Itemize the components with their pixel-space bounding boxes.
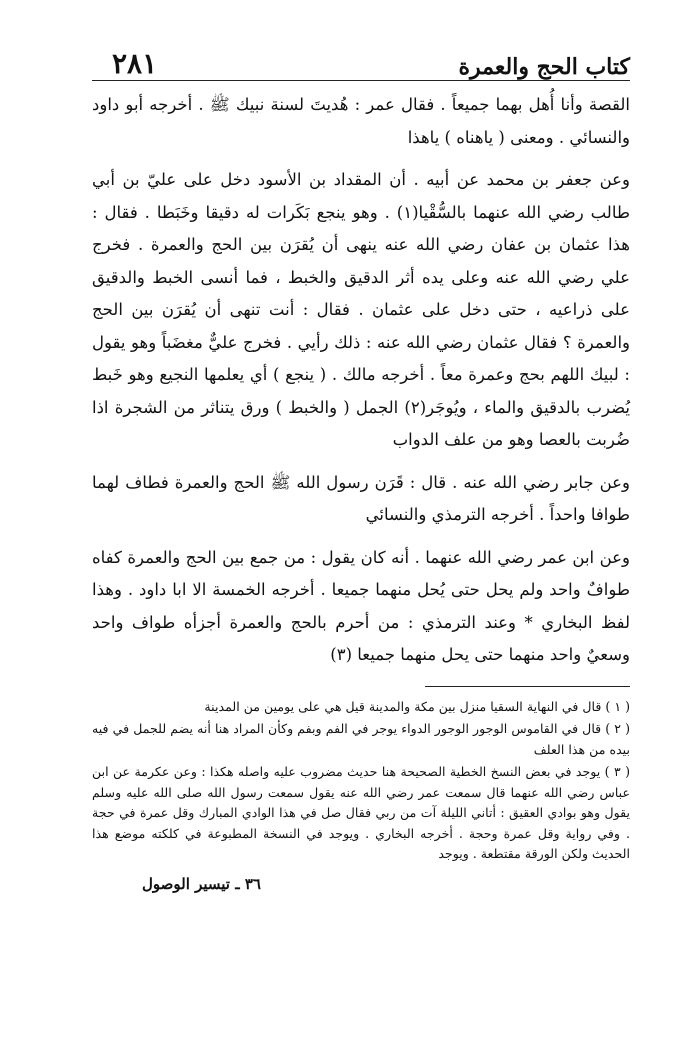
page-header [92,30,630,81]
paragraph: القصة وأنا أُهل بهما جميعاً . فقال عمر : هُديتَ لسنة نبيك ﷺ . أخرجه أبو داود والنسائي . ومعنى ( ياهناه ) ياهذا [92,95,630,147]
page-number: ٢٨١ [112,47,158,80]
paragraph: وعن ابن عمر رضي الله عنهما . أنه كان يقول : من جمع بين الحج والعمرة كفاه طوافٌ واحد ولم يحل حتى يُحل منهما جميعا . أخرجه الخمسة الا ابا داود . وهذا لفظ البخاري * وعند الترمذي : من أحرم بالحج والعمرة أجزأه طواف واحد وسعيٌ واحد منهما حتى يحل منهما جميعا (٣) [92,547,630,664]
paragraph: وعن جابر رضي الله عنه . قال : قَرَن رسول الله ﷺ الحج والعمرة فطاف لهما طوافا واحداً . أخرجه الترمذي والنسائي [92,472,630,524]
main-text [92,89,630,672]
document-page [92,30,630,1020]
footnotes [92,697,630,865]
footnote: ( ٣ ) يوجد في بعض النسخ الخطية الصحيحة هنا حديث مضروب عليه واصله هكذا : وعن عكرمة عن ابن عباس رضي الله عنهما قال سمعت عمر رضي الله عنه يقول سمعت رسول الله صلى الله عليه وسلم يقول وهو بوادي العقيق : أتاني الليلة آت من ربي فقال صل في هذا الوادي المبارك وقل عمرة في حجة . وفي رواية وقل عمرة وحجة . أخرجه البخاري . ويوجد في النسخة المطبوعة في كلكته موضع هذا الحديث ولكن الورقة مقتطعة . ويوجد [92,764,630,861]
footnote: ( ١ ) قال في النهاية السقيا منزل بين مكة والمدينة قيل هي على يومين من المدينة [204,698,630,714]
footnote-divider [425,686,630,687]
paragraph: وعن جعفر بن محمد عن أبيه . أن المقداد بن الأسود دخل على عليّ بن أبي طالب رضي الله عنهما بالسُّقْيا(١) . وهو ينجع بَكَرات له دقيقا وخَبَطا . فقال : هذا عثمان بن عفان رضي الله عنه ينهى أن يُقرَن بين الحج والعمرة . فخرج علي رضي الله عنه وعلى يده أثر الدقيق والخبط ، فما أنسى الخبط والدقيق على ذراعيه ، حتى دخل على عثمان . فقال : أنت تنهى أن يُقرَن بين الحج والعمرة ؟ فقال عثمان رضي الله عنه : ذلك رأيي . فخرج عليٌّ مغضَباً وهو يقول : لبيك اللهم بحج وعمرة معاً . أخرجه مالك . ( ينجع ) أي يعلمها النجيع وهو خَبط يُضرب بالدقيق والماء ، ويُوجَر(٢) الجمل ( والخبط ) ورق يتناثر من الشجرة اذا ضُربت بالعصا وهو من علف الدواب [92,170,631,449]
footnote: ( ٢ ) قال في القاموس الوجور الوجور الدواء يوجر في الفم وبفم وكأن المراد هنا أنه يضم للجمل في فيه بيده من هذا العلف [92,721,630,757]
running-title: كتاب الحج والعمرة [458,54,630,80]
signature-mark: ٣٦ ـ تيسير الوصول [142,874,261,893]
